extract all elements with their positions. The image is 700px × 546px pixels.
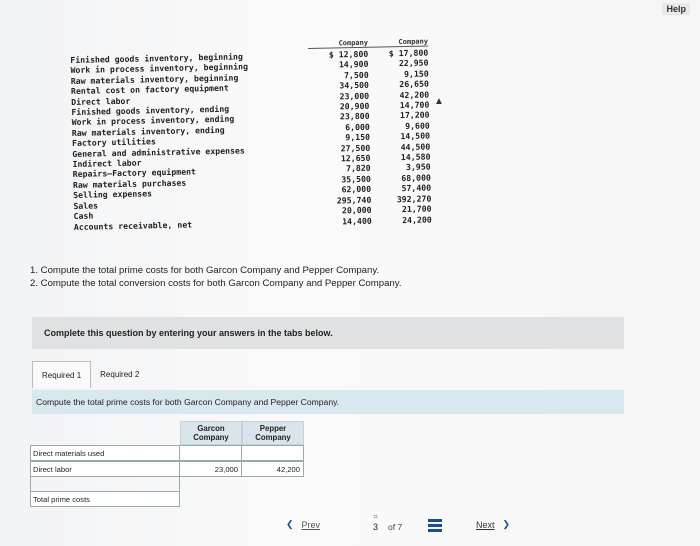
garcon-direct-labor-input[interactable]: 23,000 bbox=[180, 461, 242, 477]
question-2: 2. Compute the total conversion costs for both Garcon Company and Pepper Company. bbox=[30, 278, 402, 289]
garcon-value: 14,400 bbox=[342, 215, 372, 226]
garcon-value: 7,820 bbox=[345, 163, 371, 174]
row-label: Cash bbox=[73, 210, 94, 222]
pepper-value: 14,580 bbox=[400, 151, 431, 163]
pepper-value: 17,200 bbox=[399, 109, 430, 121]
pepper-direct-labor-input[interactable]: 42,200 bbox=[242, 461, 304, 477]
total-prime-costs-label: Total prime costs bbox=[30, 491, 180, 507]
garcon-value: 14,900 bbox=[338, 59, 369, 70]
pepper-value: 21,700 bbox=[401, 203, 432, 215]
garcon-value: 9,150 bbox=[345, 131, 371, 143]
pepper-value: 9,150 bbox=[403, 68, 429, 79]
garcon-value: 295,740 bbox=[336, 194, 372, 206]
tab-required-1-label: Required 1 bbox=[42, 370, 82, 380]
garcon-company-header: Garcon Company bbox=[180, 421, 242, 445]
table-row bbox=[30, 491, 320, 507]
pepper-value: 42,200 bbox=[399, 89, 430, 100]
pepper-value: 14,500 bbox=[400, 130, 431, 142]
tab-required-2-label: Required 2 bbox=[100, 370, 140, 379]
pepper-value: 9,600 bbox=[405, 120, 430, 131]
row-label: Finished goods inventory, ending bbox=[71, 103, 230, 118]
mouse-cursor-icon: ▲ bbox=[434, 96, 444, 107]
garcon-column-header: Company bbox=[308, 38, 368, 49]
data-table bbox=[70, 36, 434, 231]
garcon-value: $ 12,800 bbox=[328, 48, 369, 60]
pagination bbox=[286, 514, 536, 540]
row-label: Rental cost on factory equipment bbox=[70, 82, 229, 97]
pepper-value: 24,200 bbox=[402, 213, 432, 225]
row-label: Factory utilities bbox=[71, 136, 156, 149]
direct-labor-label: Direct labor bbox=[30, 461, 180, 477]
requirement-prompt: Compute the total prime costs for both Garcon Company and Pepper Company. bbox=[32, 390, 624, 414]
table-row bbox=[30, 445, 320, 461]
garcon-value: 7,500 bbox=[343, 69, 369, 81]
tab-required-1[interactable] bbox=[32, 361, 91, 388]
requirement-tabs bbox=[32, 361, 148, 388]
prev-button[interactable] bbox=[286, 519, 320, 530]
row-label: Work in process inventory, beginning bbox=[70, 61, 249, 76]
garcon-direct-materials-input[interactable] bbox=[180, 445, 242, 461]
row-label: General and administrative expenses bbox=[72, 145, 245, 159]
row-label: Sales bbox=[73, 200, 99, 211]
question-list bbox=[30, 264, 402, 290]
row-label: Accounts receivable, net bbox=[73, 218, 193, 232]
pepper-value: 14,700 bbox=[399, 99, 430, 111]
row-label: Raw materials purchases bbox=[72, 177, 187, 190]
pin-icon: ⌗ bbox=[373, 514, 378, 521]
help-button[interactable]: Help bbox=[662, 3, 690, 15]
answer-table bbox=[30, 421, 320, 507]
pepper-value: 68,000 bbox=[401, 172, 431, 183]
pepper-value: 392,270 bbox=[396, 193, 432, 204]
garcon-value: 27,500 bbox=[340, 142, 371, 154]
garcon-value: 20,000 bbox=[341, 204, 372, 216]
pepper-value: $ 17,800 bbox=[388, 47, 429, 59]
table-row bbox=[30, 461, 320, 477]
pepper-direct-materials-input[interactable] bbox=[242, 445, 304, 461]
direct-materials-label: Direct materials used bbox=[30, 445, 180, 461]
page-selector[interactable] bbox=[373, 514, 378, 532]
pepper-company-header: Pepper Company bbox=[242, 421, 304, 445]
next-button[interactable] bbox=[476, 519, 510, 530]
pepper-value: 22,950 bbox=[398, 57, 429, 69]
pepper-value: 57,400 bbox=[401, 182, 432, 194]
data-table-body bbox=[70, 47, 434, 231]
chevron-left-icon: ❮ bbox=[286, 519, 294, 529]
garcon-value: 62,000 bbox=[341, 184, 372, 195]
instruction-banner: Complete this question by entering your answers in the tabs below. bbox=[32, 317, 624, 349]
row-label: Indirect labor bbox=[72, 157, 142, 170]
garcon-value: 35,500 bbox=[341, 173, 371, 185]
garcon-value: 12,650 bbox=[340, 152, 371, 164]
next-label: Next bbox=[476, 519, 495, 530]
pepper-column-header: Company bbox=[368, 37, 428, 48]
pepper-value: 3,950 bbox=[405, 161, 431, 173]
tab-required-2[interactable] bbox=[91, 361, 148, 388]
grid-icon[interactable] bbox=[428, 518, 442, 532]
garcon-value: 34,500 bbox=[339, 79, 370, 91]
pepper-value: 26,650 bbox=[399, 78, 430, 90]
pepper-value: 44,500 bbox=[400, 141, 431, 152]
prev-label: Prev bbox=[301, 519, 321, 530]
question-1: 1. Compute the total prime costs for both Garcon Company and Pepper Company. bbox=[30, 265, 380, 276]
current-page: 3 bbox=[373, 522, 379, 532]
row-label: Raw materials inventory, beginning bbox=[70, 72, 239, 86]
row-label: Direct labor bbox=[71, 95, 131, 107]
page-indicator bbox=[373, 514, 402, 532]
page-total: of 7 bbox=[388, 522, 403, 532]
row-label: Repairs—Factory equipment bbox=[72, 166, 197, 180]
row-label: Work in process inventory, ending bbox=[71, 114, 235, 128]
chevron-right-icon: ❯ bbox=[502, 519, 511, 529]
answer-table-header bbox=[30, 421, 320, 445]
row-label: Selling expenses bbox=[73, 188, 153, 201]
row-label: Finished goods inventory, beginning bbox=[70, 51, 243, 65]
row-label: Raw materials inventory, ending bbox=[71, 124, 225, 138]
garcon-value: 6,000 bbox=[345, 121, 370, 133]
garcon-value: 23,000 bbox=[339, 90, 370, 101]
garcon-value: 20,900 bbox=[339, 100, 370, 112]
garcon-value: 23,800 bbox=[339, 111, 370, 122]
